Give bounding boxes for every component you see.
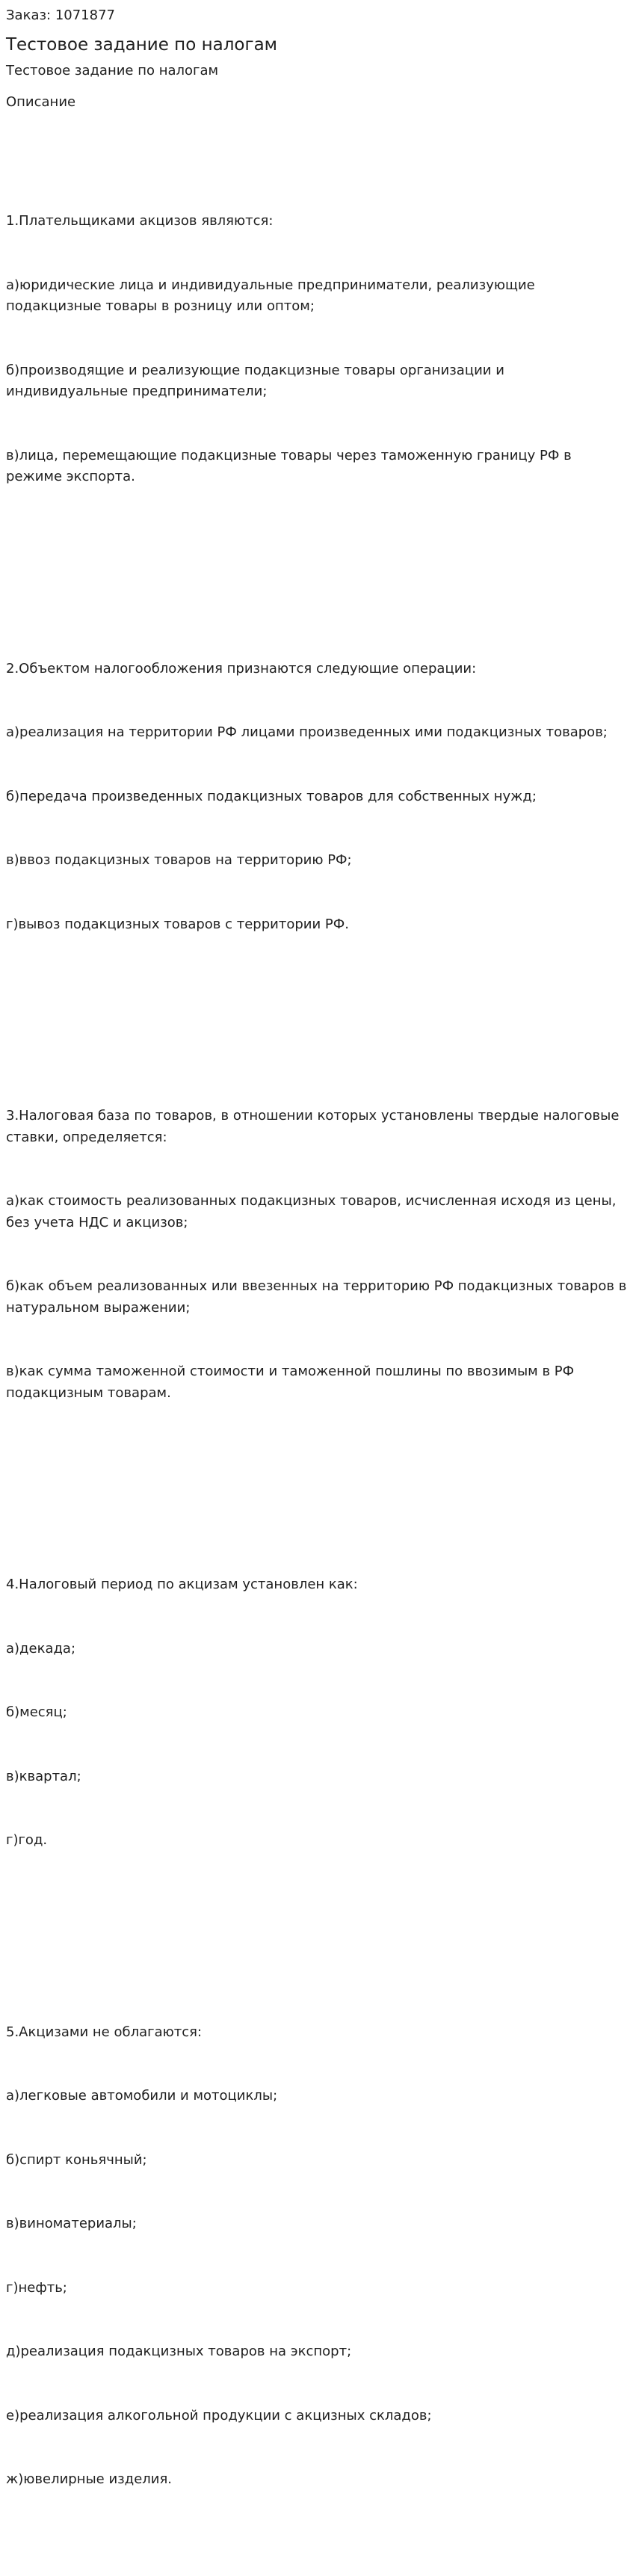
order-number: Заказ: 1071877 [6, 7, 115, 23]
answer-option: б)как объем реализованных или ввезенных на территорию РФ подакцизных товаров в натуральном выражении; [6, 1278, 632, 1316]
question-block [6, 616, 627, 979]
answer-option: а)декада; [6, 1640, 76, 1657]
page-title: Тестовое задание по налогам [6, 35, 278, 55]
answer-option: а)юридические лица и индивидуальные предприниматели, реализующие подакцизные товары в розницу или оптом; [6, 277, 540, 314]
answer-option: д)реализация подакцизных товаров на экспорт; [6, 2344, 352, 2359]
answer-option: б)месяц; [6, 1704, 67, 1720]
answer-option: г)год. [6, 1832, 48, 1848]
answer-option: а)реализация на территории РФ лицами произведенных ими подакцизных товаров; [6, 724, 608, 740]
answer-option: б)передача произведенных подакцизных товаров для собственных нужд; [6, 788, 537, 804]
description-body [6, 126, 632, 2576]
answer-option: в)лица, перемещающие подакцизные товары через таможенную границу РФ в режиме экспорта. [6, 447, 576, 484]
question-block [6, 1063, 632, 1446]
answer-option: в)квартал; [6, 1768, 81, 1784]
answer-option: а)как стоимость реализованных подакцизных товаров, исчисленная исходя из цены, без учета НДС и акцизов; [6, 1193, 621, 1230]
page-subtitle: Тестовое задание по налогам [6, 63, 219, 78]
answer-option: б)спирт коньячный; [6, 2151, 147, 2168]
answer-option: г)нефть; [6, 2279, 67, 2296]
answer-option: в)виноматериалы; [6, 2216, 137, 2231]
answer-option: е)реализация алкогольной продукции с акцизных складов; [6, 2407, 432, 2424]
question-text: 5.Акцизами не облагаются: [6, 2024, 203, 2040]
question-text: 2.Объектом налогообложения признаются следующие операции: [6, 660, 477, 677]
question-block [6, 168, 627, 531]
question-block [6, 1532, 627, 1894]
description-heading: Описание [6, 94, 76, 110]
answer-option: ж)ювелирные изделия. [6, 2471, 173, 2487]
question-text: 3.Налоговая база по товаров, в отношении которых установлены твердые налоговые ставки, определяется: [6, 1108, 624, 1145]
answer-option: в)ввоз подакцизных товаров на территорию РФ; [6, 852, 352, 868]
answer-option: б)производящие и реализующие подакцизные товары организации и индивидуальные предприниматели; [6, 362, 509, 399]
question-block [6, 1979, 627, 2533]
question-text: 1.Плательщиками акцизов являются: [6, 213, 274, 229]
answer-option: в)как сумма таможенной стоимости и таможенной пошлины по ввозимым в РФ подакцизным товарам. [6, 1364, 578, 1401]
answer-option: а)легковые автомобили и мотоциклы; [6, 2088, 278, 2104]
answer-option: г)вывоз подакцизных товаров с территории РФ. [6, 916, 349, 932]
question-text: 4.Налоговый период по акцизам установлен как: [6, 1577, 358, 1592]
